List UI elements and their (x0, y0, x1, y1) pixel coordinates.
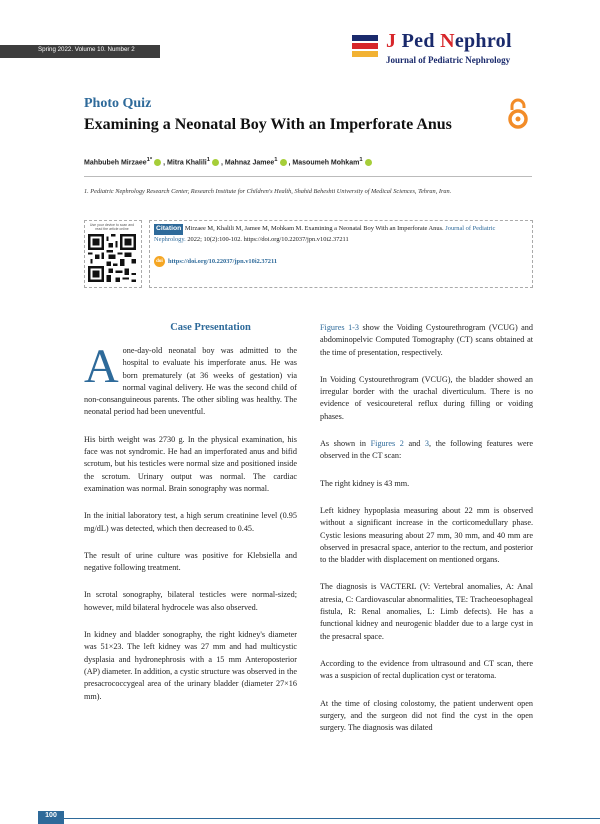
paragraph: The diagnosis is VACTERL (V: Vertebral anomalies, A: Anal atresia, C: Cardiovascular abnormalities, TE: Tracheoesophageal fistula, R: Renal anomalies, L: Limb defects). He has a functional kidney and neurogenic bladder due to a large cyst in the presacral space. (320, 582, 533, 641)
drop-cap: A (84, 340, 119, 393)
journal-logo-icon (352, 33, 378, 59)
author-name[interactable]: Mahnaz Jamee (224, 159, 275, 167)
paragraph: In Voiding Cystourethrogram (VCUG), the bladder showed an irregular border with the urachal diverticulum. There is no evidence of vesicoureteral reflux during filling or voiding phases. (320, 374, 533, 421)
orcid-icon[interactable] (154, 159, 161, 166)
doi-line (154, 256, 277, 267)
paragraph: At the time of closing colostomy, the patient underwent open surgery, and the surgeon did not find the cyst in the open surgery. The diagnosis was dilated (320, 698, 533, 733)
section-label: Photo Quiz (84, 96, 152, 111)
paragraph: As shown in Figures 2 and 3, the following features were observed in the CT scan: (320, 439, 534, 461)
paragraph: In scrotal sonography, bilateral testicles were normal-sized; however, mild bilateral hydrocele was also observed. (84, 590, 297, 612)
footer-divider (64, 818, 600, 819)
page-number: 100 (45, 812, 57, 819)
paragraph: The right kidney is 43 mm. (320, 478, 410, 488)
orcid-icon[interactable] (280, 159, 287, 166)
paragraph: According to the evidence from ultrasound and CT scan, there was a suspicion of rectal duplication cyst or teratoma. (320, 658, 533, 681)
figure-link[interactable]: Figures 1-3 (320, 323, 359, 332)
qr-code-icon[interactable] (88, 234, 136, 282)
doi-icon: doi (154, 256, 165, 267)
figure-link[interactable]: 3 (424, 439, 429, 449)
author-list: Mahbubeh Mirzaee$^{1*}$ , Mitra Khalili$^1$ , Mahnaz Jamee$^1$ , Masoumeh Mohkam$^1$ (84, 157, 374, 166)
paragraph: Aone-day-old neonatal boy was admitted to the hospital to evaluate his imperforate anus. He was born prematurely (at 36 weeks of gestation) via normal vaginal delivery. He was the second child of non-consanguineous parents. The other sibling was healthy. The neonatal period had been uneventful. (84, 340, 297, 417)
paragraph: The result of urine culture was positive for Klebsiella and negative following treatment. (84, 550, 297, 573)
orcid-icon[interactable] (365, 159, 372, 166)
journal-subtitle: Journal of Pediatric Nephrology (386, 55, 511, 65)
paragraph: In the initial laboratory test, a high serum creatinine level (0.95 mg/dL) was detected, which then decreased to 0.45. (84, 511, 297, 533)
orcid-icon[interactable] (212, 159, 219, 166)
figure-link[interactable]: Figures 2 (370, 439, 404, 449)
qr-caption: Use your device to scan and read the article online (89, 223, 135, 231)
doi-link[interactable]: https://doi.org/10.22037/jpn.v10i2.37211 (168, 257, 278, 265)
citation-text: Citation Mirzaee M, Khalili M, Jamee M, Mohkam M. Examining a Neonatal Boy With an Imperforate Anus. Journal of Pediatric Nephrology. 2022; 10(2):100-102. https://doi.org/10.22037/jpn.v10i2.37211 (154, 225, 496, 243)
paragraph: In kidney and bladder sonography, the right kidney's diameter was 51×23. The left kidney was 27 mm and had multicystic dysplasia and hydronephrosis with a 15 mm Anteroposterior (AP) diameter. In addition, a cystic structure was observed in the presacrococcygeal area of the urinary bladder (diameter 27×16 mm). (84, 630, 297, 701)
paragraph: Figures 1-3 show the Voiding Cystourethrogram (VCUG) and abdominopelvic Computed Tomography (CT) scans obtained at the time of presentation, respectively. (320, 323, 533, 357)
author-name[interactable]: Mahbubeh Mirzaee (84, 159, 147, 167)
paragraph: Left kidney hypoplasia measuring about 22 mm is observed without a significant increase in the corticomedullary phase. Cystic lesions measuring about 27 mm, 30 mm, and 40 mm are observed in presacral space, anterior to the rectum, and posterior to the bladder with displacement on mentioned organs. (320, 505, 533, 565)
citation-badge: Citation (154, 224, 183, 235)
article-title: Examining a Neonatal Boy With an Imperforate Anus (84, 116, 452, 133)
body-right-column (320, 322, 533, 749)
author-name[interactable]: Masoumeh Mohkam (292, 159, 360, 167)
open-access-icon[interactable] (506, 98, 530, 130)
issue-info: Spring 2022. Volume 10. Number 2 (38, 46, 135, 53)
section-heading: Case Presentation (170, 322, 251, 333)
journal-link[interactable]: Journal of Pediatric Nephrology. (154, 225, 496, 243)
divider (84, 176, 532, 177)
journal-title: J Ped Nephrol (386, 30, 512, 52)
author-name[interactable]: Mitra Khalili (167, 159, 207, 167)
affiliation: 1. Pediatric Nephrology Research Center, Research Institute for Children's Health, Shahid Beheshti University of Medical Sciences, Tehran, Iran. (84, 188, 452, 195)
body-left-column (84, 322, 297, 718)
paragraph: His birth weight was 2730 g. In the physical examination, his face was not syndromic. He had an imperforated anus and bifid scrotum, but his testicles were normal size and positioned inside the scrotum. Urinary output was normal. The cardiac examination was normal. Brain sonography was normal. (84, 434, 297, 493)
